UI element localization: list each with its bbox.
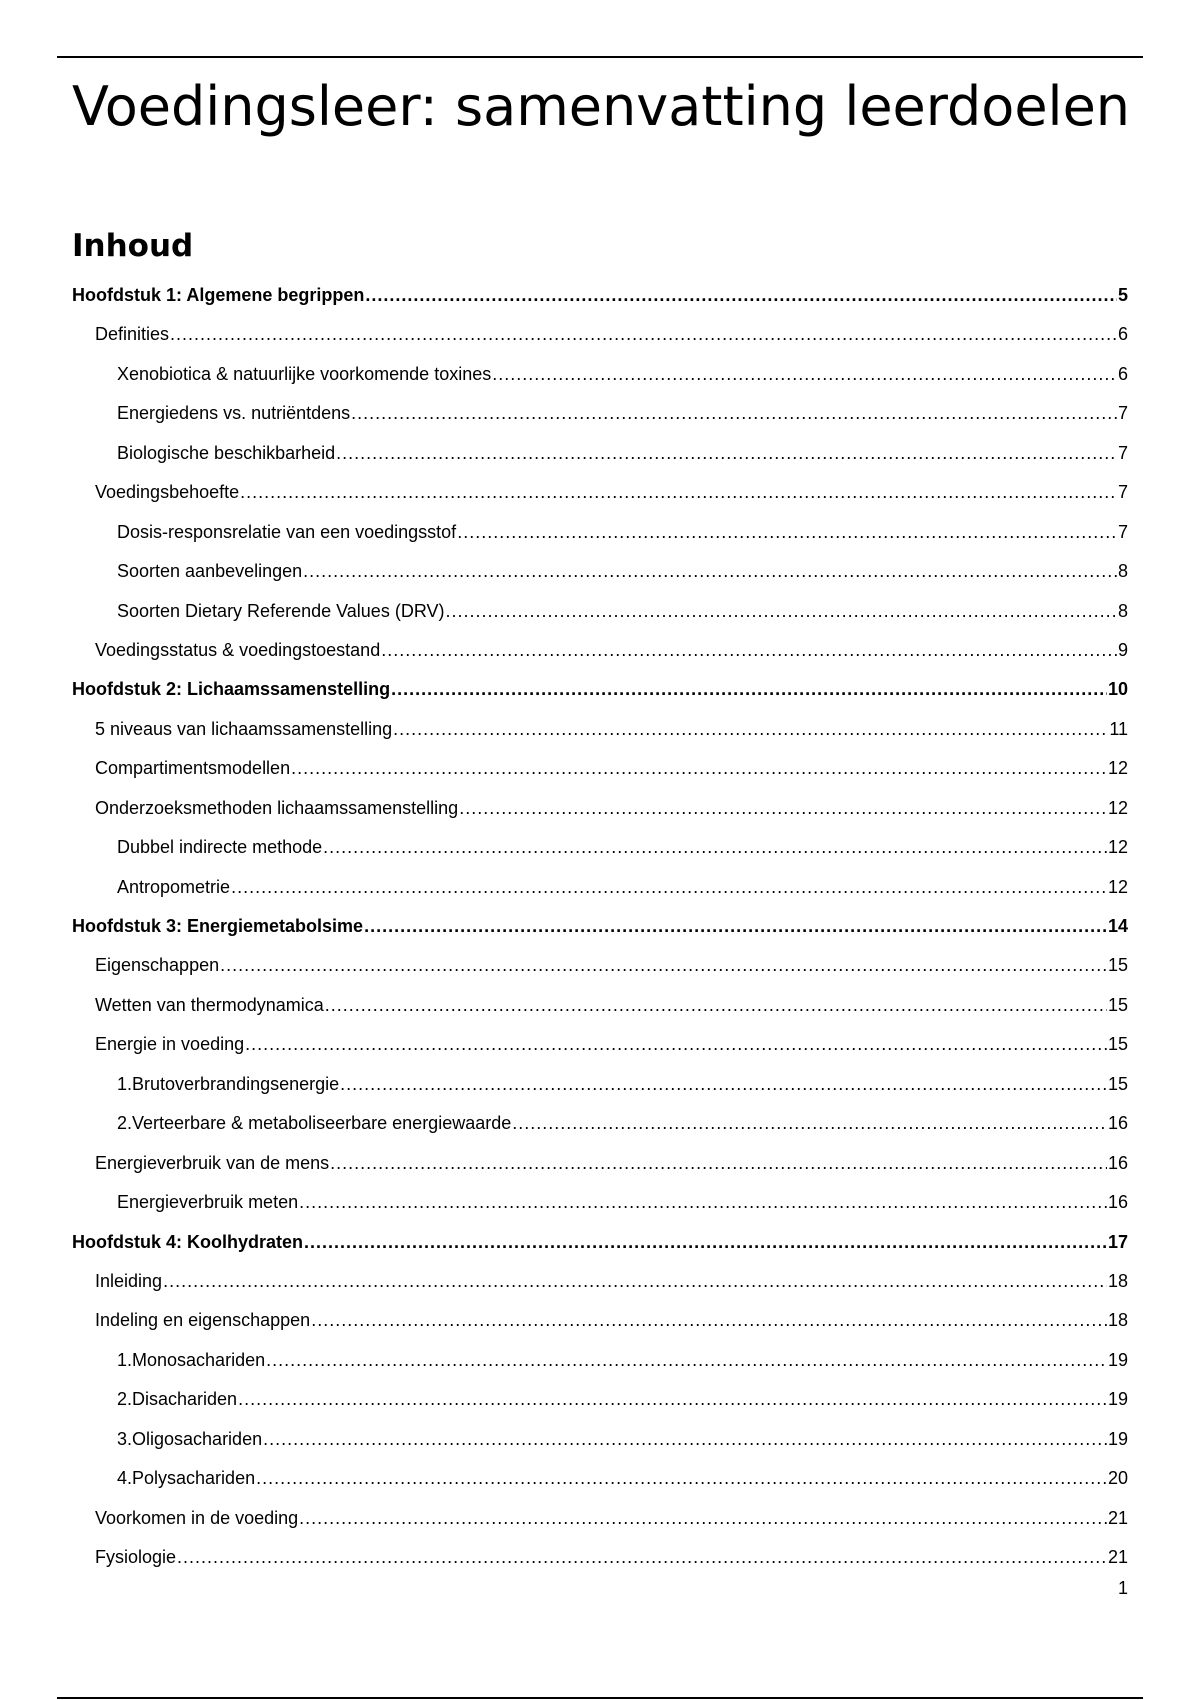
toc-entry[interactable]: [72, 710, 1128, 749]
toc-entry-page: 7: [1117, 442, 1128, 463]
toc-entry[interactable]: [72, 473, 1128, 512]
toc-dot-leader: [220, 946, 1107, 985]
toc-entry-title: Energiedens vs. nutriëntdens: [117, 403, 351, 424]
toc-entry-page: 7: [1117, 521, 1128, 542]
toc-dot-leader: [393, 710, 1108, 749]
toc-dot-leader: [325, 986, 1107, 1025]
toc-entry-title: Xenobiotica & natuurlijke voorkomende toxines: [117, 363, 492, 384]
toc-entry[interactable]: [72, 1065, 1128, 1104]
toc-dot-leader: [303, 552, 1117, 591]
toc-dot-leader: [365, 276, 1117, 315]
toc-entry-title: Definities: [95, 324, 170, 345]
toc-entry-title: 5 niveaus van lichaamssamenstelling: [95, 718, 393, 739]
toc-entry-title: Dubbel indirecte methode: [117, 837, 323, 858]
toc-entry-title: Hoofdstuk 3: Energiemetabolsime: [72, 916, 364, 936]
toc-dot-leader: [263, 1420, 1107, 1459]
toc-entry-title: Energieverbruik van de mens: [95, 1152, 330, 1173]
toc-dot-leader: [238, 1380, 1107, 1419]
toc-entry-title: 2.Disachariden: [117, 1389, 238, 1410]
toc-entry-page: 7: [1117, 482, 1128, 503]
toc-entry-page: 19: [1107, 1428, 1128, 1449]
toc-entry-page: 15: [1107, 1073, 1128, 1094]
toc-entry-title: Onderzoeksmethoden lichaamssamenstelling: [95, 797, 459, 818]
toc-dot-leader: [299, 1183, 1107, 1222]
toc-entry[interactable]: [72, 1420, 1128, 1459]
toc-entry[interactable]: [72, 670, 1128, 709]
toc-entry-title: Energieverbruik meten: [117, 1192, 299, 1213]
toc-entry[interactable]: [72, 434, 1128, 473]
toc-entry[interactable]: [72, 789, 1128, 828]
toc-entry-title: Antropometrie: [117, 876, 231, 897]
toc-entry-title: Hoofdstuk 1: Algemene begrippen: [72, 285, 365, 305]
toc-entry-page: 15: [1107, 994, 1128, 1015]
toc-entry-title: Indeling en eigenschappen: [95, 1310, 311, 1331]
toc-dot-leader: [266, 1341, 1107, 1380]
toc-dot-leader: [459, 789, 1107, 828]
table-of-contents: [72, 276, 1128, 1577]
toc-dot-leader: [351, 394, 1117, 433]
toc-entry[interactable]: [72, 1341, 1128, 1380]
toc-entry-page: 18: [1107, 1310, 1128, 1331]
toc-entry-page: 12: [1107, 797, 1128, 818]
toc-dot-leader: [240, 473, 1117, 512]
toc-entry-title: Voedingsbehoefte: [95, 482, 240, 503]
toc-entry[interactable]: [72, 1538, 1128, 1577]
toc-entry[interactable]: [72, 1262, 1128, 1301]
toc-heading: Inhoud: [72, 228, 194, 264]
toc-entry[interactable]: [72, 749, 1128, 788]
toc-dot-leader: [256, 1459, 1107, 1498]
toc-entry-page: 8: [1117, 600, 1128, 621]
toc-entry-page: 16: [1107, 1113, 1128, 1134]
toc-entry-title: Fysiologie: [95, 1547, 177, 1567]
toc-entry[interactable]: [72, 1499, 1128, 1538]
toc-entry-title: Biologische beschikbarheid: [117, 442, 336, 463]
toc-entry[interactable]: [72, 592, 1128, 631]
toc-dot-leader: [163, 1262, 1107, 1301]
toc-entry[interactable]: [72, 1223, 1128, 1262]
toc-entry-page: 14: [1107, 916, 1128, 936]
toc-entry-page: 21: [1107, 1547, 1128, 1567]
toc-dot-leader: [291, 749, 1107, 788]
toc-entry-page: 19: [1107, 1349, 1128, 1370]
toc-entry-title: 1.Brutoverbrandingsenergie: [117, 1073, 340, 1094]
toc-entry[interactable]: [72, 868, 1128, 907]
toc-entry[interactable]: [72, 315, 1128, 354]
toc-entry[interactable]: [72, 394, 1128, 433]
toc-dot-leader: [170, 315, 1117, 354]
toc-entry-page: 18: [1107, 1270, 1128, 1291]
toc-entry-page: 16: [1107, 1192, 1128, 1213]
toc-entry-page: 16: [1107, 1152, 1128, 1173]
toc-dot-leader: [446, 592, 1117, 631]
toc-entry-title: Wetten van thermodynamica: [95, 994, 324, 1015]
toc-entry[interactable]: [72, 1459, 1128, 1498]
toc-entry-page: 7: [1117, 403, 1128, 424]
toc-dot-leader: [299, 1499, 1107, 1538]
toc-entry[interactable]: [72, 946, 1128, 985]
toc-dot-leader: [323, 828, 1107, 867]
toc-entry[interactable]: [72, 828, 1128, 867]
toc-entry-page: 20: [1107, 1468, 1128, 1489]
toc-entry[interactable]: [72, 986, 1128, 1025]
toc-dot-leader: [381, 631, 1117, 670]
toc-entry[interactable]: [72, 1025, 1128, 1064]
toc-entry-title: Voorkomen in de voeding: [95, 1507, 299, 1528]
toc-entry[interactable]: [72, 355, 1128, 394]
toc-entry-title: Eigenschappen: [95, 955, 220, 976]
footer-rule: [57, 1697, 1143, 1699]
toc-dot-leader: [177, 1538, 1107, 1577]
toc-dot-leader: [245, 1025, 1107, 1064]
toc-entry-page: 19: [1107, 1389, 1128, 1410]
toc-entry[interactable]: [72, 1183, 1128, 1222]
toc-dot-leader: [364, 907, 1107, 946]
toc-entry[interactable]: [72, 631, 1128, 670]
toc-entry[interactable]: [72, 276, 1128, 315]
toc-dot-leader: [304, 1223, 1107, 1262]
toc-entry-title: Soorten Dietary Referende Values (DRV): [117, 600, 445, 621]
toc-entry-page: 15: [1107, 1034, 1128, 1055]
toc-entry-page: 9: [1117, 639, 1128, 660]
toc-entry-title: Energie in voeding: [95, 1034, 245, 1055]
toc-entry-page: 15: [1107, 955, 1128, 976]
toc-entry-page: 12: [1107, 758, 1128, 779]
toc-entry-title: 4.Polysachariden: [117, 1468, 256, 1489]
toc-dot-leader: [340, 1065, 1107, 1104]
toc-entry-title: Dosis-responsrelatie van een voedingsstof: [117, 521, 457, 542]
header-rule: [57, 56, 1143, 58]
toc-entry-page: 17: [1107, 1231, 1128, 1252]
toc-dot-leader: [330, 1144, 1107, 1183]
toc-dot-leader: [512, 1104, 1107, 1143]
toc-entry-title: Voedingsstatus & voedingstoestand: [95, 639, 381, 660]
document-title: Voedingsleer: samenvatting leerdoelen: [72, 75, 1131, 138]
toc-entry[interactable]: [72, 1301, 1128, 1340]
toc-entry[interactable]: [72, 1380, 1128, 1419]
toc-dot-leader: [391, 670, 1107, 709]
toc-entry-title: Soorten aanbevelingen: [117, 561, 303, 582]
toc-entry-title: 1.Monosachariden: [117, 1349, 266, 1370]
toc-entry-page: 10: [1107, 679, 1128, 700]
toc-entry-title: Hoofdstuk 4: Koolhydraten: [72, 1231, 304, 1252]
toc-entry-title: 3.Oligosachariden: [117, 1428, 263, 1449]
toc-entry-page: 6: [1117, 363, 1128, 384]
toc-dot-leader: [457, 513, 1117, 552]
toc-entry[interactable]: [72, 513, 1128, 552]
toc-entry[interactable]: [72, 552, 1128, 591]
toc-entry[interactable]: [72, 1104, 1128, 1143]
toc-entry-title: Inleiding: [95, 1270, 163, 1291]
page-number: 1: [1117, 1578, 1128, 1598]
toc-entry-page: 5: [1117, 285, 1128, 305]
toc-entry-page: 12: [1107, 876, 1128, 897]
toc-entry-page: 21: [1107, 1507, 1128, 1528]
toc-entry[interactable]: [72, 907, 1128, 946]
toc-dot-leader: [231, 868, 1107, 907]
toc-dot-leader: [336, 434, 1117, 473]
toc-entry-page: 6: [1117, 324, 1128, 345]
toc-entry-title: 2.Verteerbare & metaboliseerbare energiewaarde: [117, 1113, 512, 1134]
toc-entry-page: 12: [1107, 837, 1128, 858]
toc-entry-title: Hoofdstuk 2: Lichaamssamenstelling: [72, 679, 391, 700]
toc-dot-leader: [311, 1301, 1107, 1340]
toc-dot-leader: [492, 355, 1117, 394]
toc-entry-page: 11: [1109, 718, 1128, 739]
toc-entry-page: 8: [1117, 561, 1128, 582]
toc-entry[interactable]: [72, 1144, 1128, 1183]
toc-entry-title: Compartimentsmodellen: [95, 758, 291, 779]
